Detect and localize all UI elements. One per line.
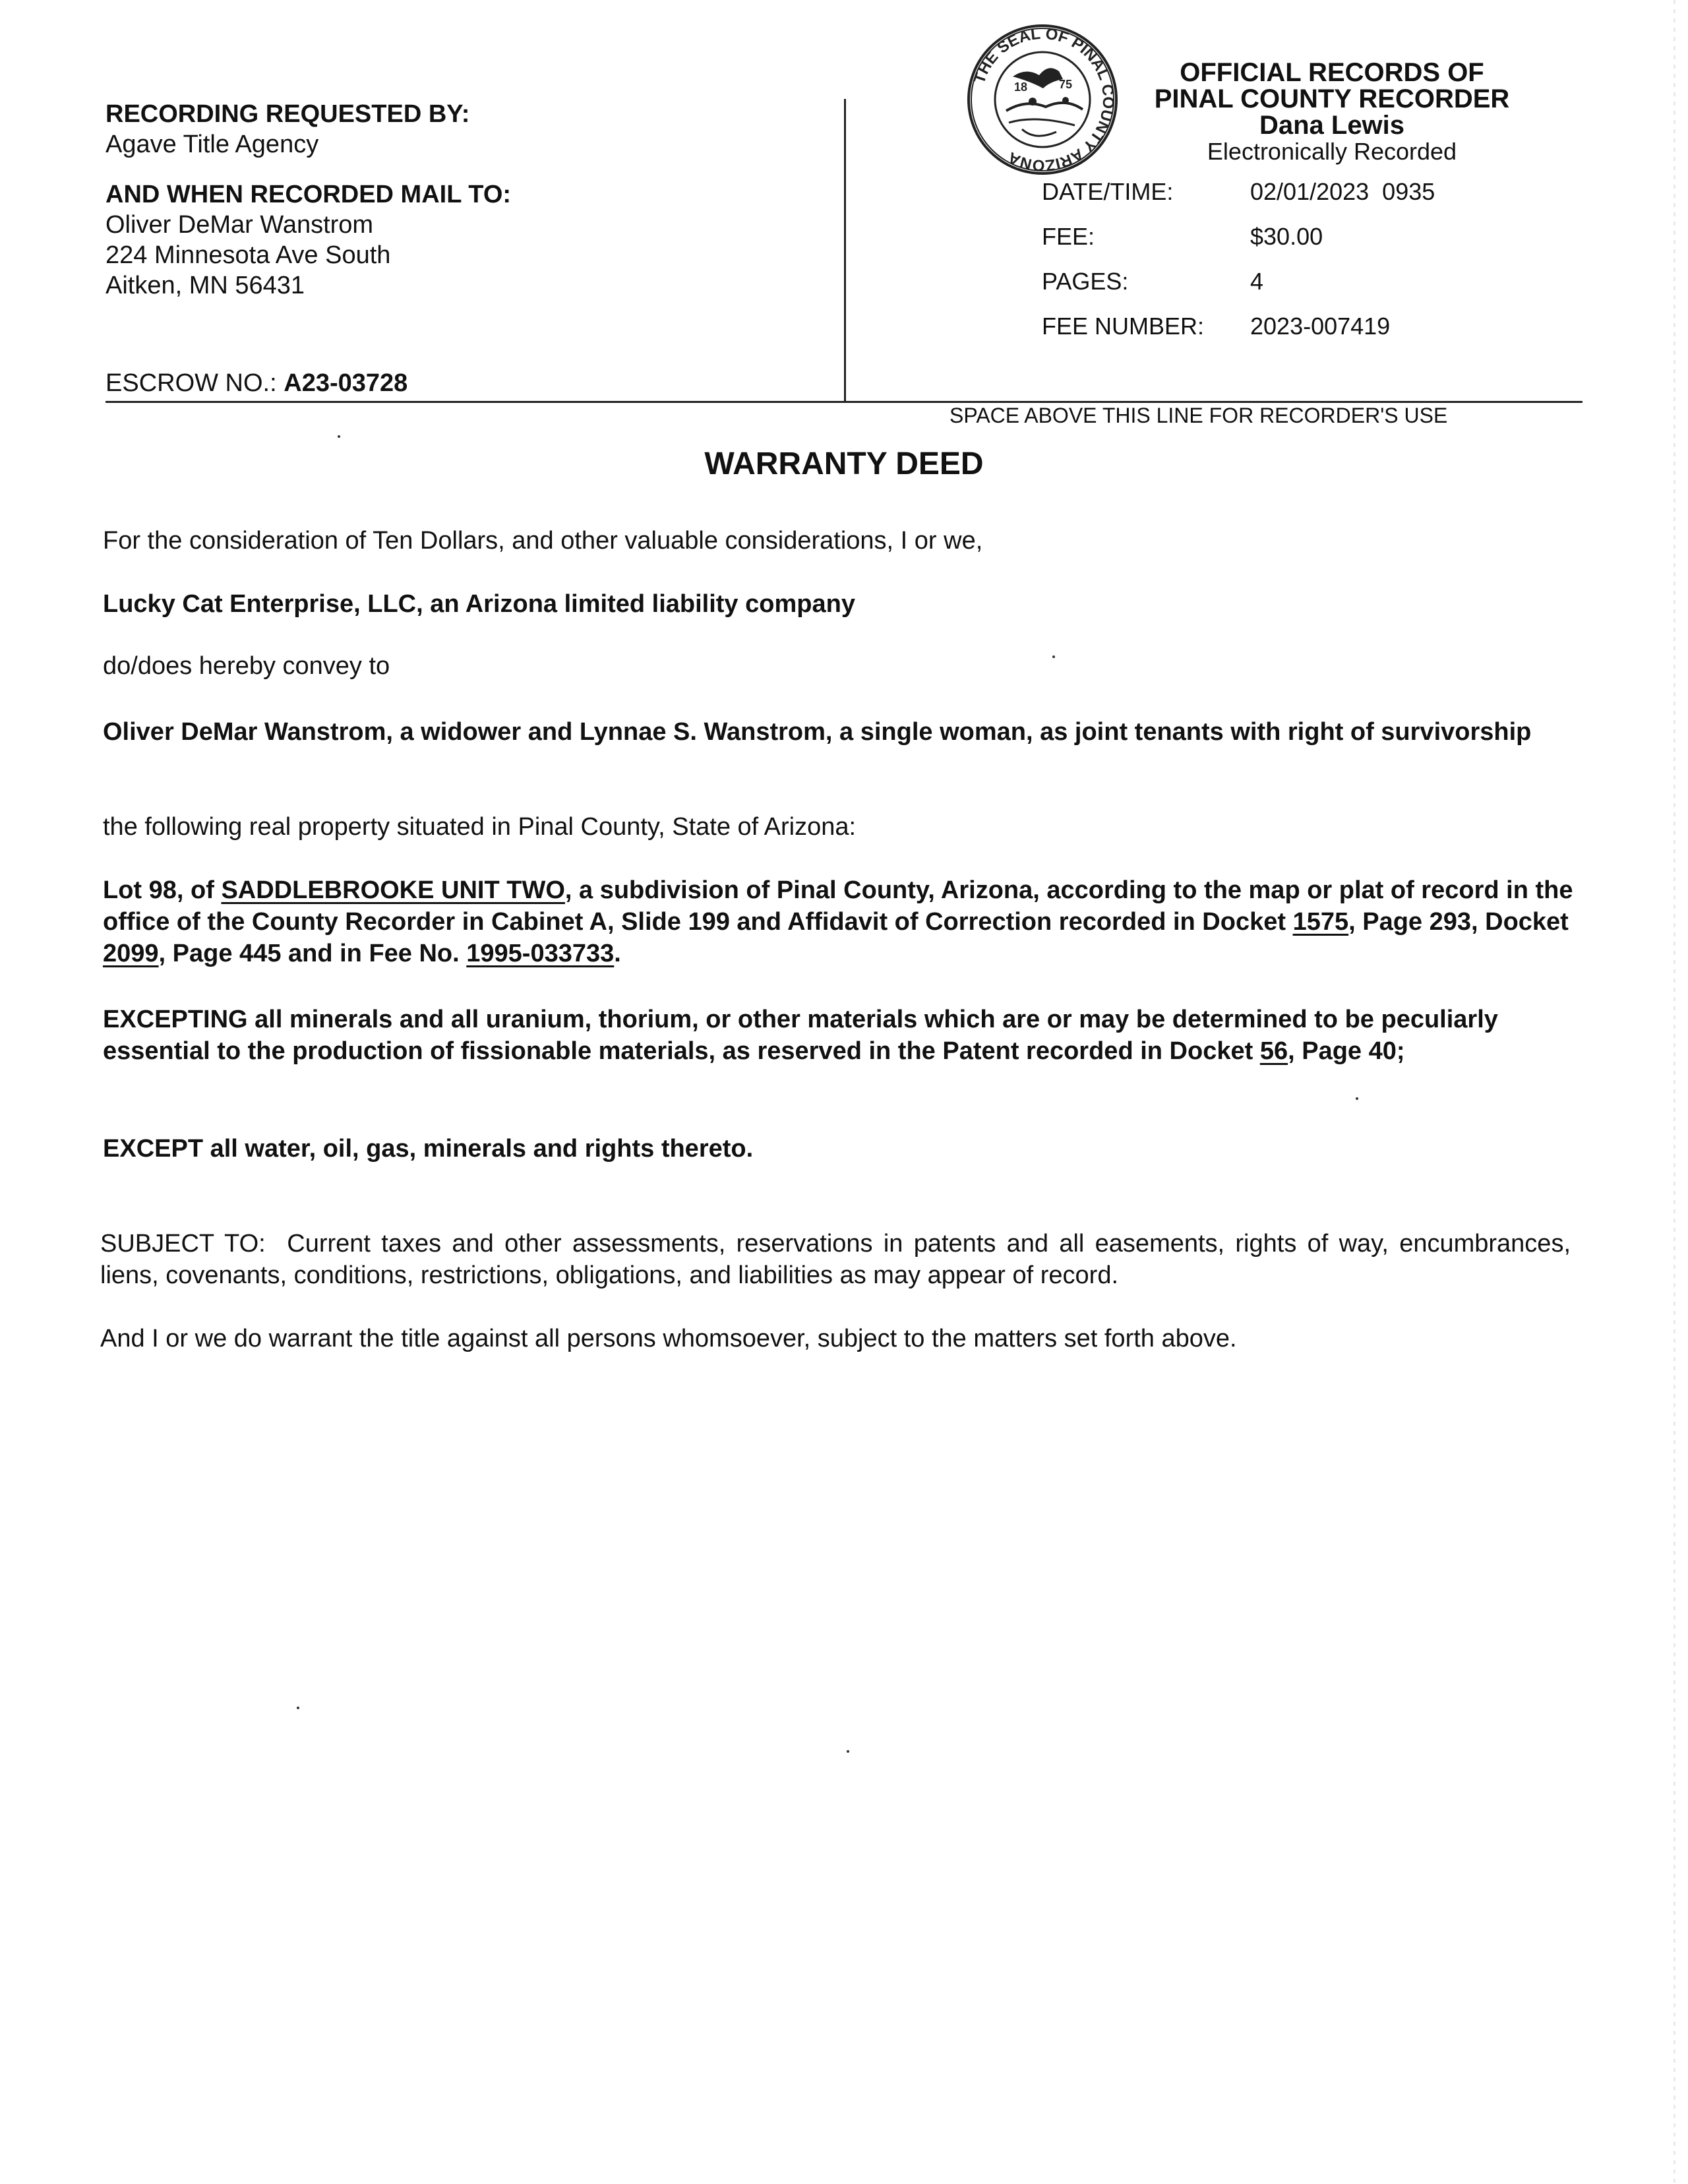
docket-1575: 1575 bbox=[1292, 908, 1349, 936]
property-intro: the following real property situated in Pinal County, State of Arizona: bbox=[103, 813, 857, 841]
fee-no-reference: 1995-033733 bbox=[466, 940, 615, 967]
escrow-label: ESCROW NO.: bbox=[106, 369, 277, 397]
legal-description bbox=[103, 874, 1573, 969]
fee-label: FEE: bbox=[1042, 223, 1095, 250]
docket-56: 56 bbox=[1259, 1037, 1288, 1065]
mail-to-label: AND WHEN RECORDED MAIL TO: bbox=[106, 181, 512, 208]
pages-label: PAGES: bbox=[1042, 268, 1129, 295]
recorder-status: Electronically Recorded bbox=[1207, 138, 1457, 165]
recorder-space-line bbox=[106, 401, 1582, 403]
recorder-header bbox=[1121, 59, 1543, 165]
county-seal-icon bbox=[967, 24, 1118, 175]
mail-to-name: Oliver DeMar Wanstrom bbox=[106, 211, 374, 239]
recorder-use-note: SPACE ABOVE THIS LINE FOR RECORDER'S USE bbox=[950, 404, 1448, 427]
subject-to-clause: SUBJECT TO: Current taxes and other assessments, reservations in patents and all easements, rights of way, encumbrances, liens, covenants, conditions, restrictions, obligations, and liabilities as may appear of record. bbox=[100, 1230, 1578, 1289]
grantee-names: Oliver DeMar Wanstrom, a widower and Lynnae S. Wanstrom, a single woman, as joint tenants with right of survivorship bbox=[103, 718, 1532, 746]
excepting-text-1: EXCEPTING all minerals and all uranium, thorium, or other materials which are or may be determined to be peculiarly essential to the production of fissionable materials, as reserved in the Patent recorded in Docket bbox=[103, 1006, 1498, 1065]
warrant-clause: And I or we do warrant the title against all persons whomsoever, subject to the matters set forth above. bbox=[100, 1325, 1237, 1352]
excepting-text-2: , Page 40; bbox=[1288, 1037, 1405, 1065]
seal-text: THE SEAL OF PINAL COUNTY ARIZONA bbox=[970, 24, 1118, 175]
legal-text-4: , Page 445 and in Fee No. bbox=[158, 940, 467, 967]
document-title: WARRANTY DEED bbox=[704, 446, 984, 481]
legal-text-3: , Page 293, Docket bbox=[1348, 908, 1569, 936]
datetime-label: DATE/TIME: bbox=[1042, 178, 1174, 205]
pages-value: 4 bbox=[1250, 268, 1264, 295]
datetime-value: 02/01/2023 0935 bbox=[1250, 178, 1435, 205]
seal-year-right: 75 bbox=[1059, 78, 1073, 91]
consideration-text: For the consideration of Ten Dollars, and other valuable considerations, I or we, bbox=[103, 527, 983, 555]
scan-speck bbox=[1356, 1097, 1358, 1100]
fee-number-value: 2023-007419 bbox=[1250, 313, 1391, 340]
recording-requested-label: RECORDING REQUESTED BY: bbox=[106, 100, 470, 128]
grantor-name: Lucky Cat Enterprise, LLC, an Arizona limited liability company bbox=[103, 590, 855, 618]
legal-text-2: , a subdivision of Pinal County, Arizona, according to the map or plat of record in the office of the County Recorder in Cabinet A, Slide 199 and Affidavit of Correction recorded in Docket bbox=[103, 876, 1573, 936]
mail-to-street: 224 Minnesota Ave South bbox=[106, 241, 391, 269]
scan-speck bbox=[297, 1707, 299, 1709]
scan-speck bbox=[847, 1750, 849, 1753]
mail-to-city: Aitken, MN 56431 bbox=[106, 272, 305, 299]
escrow-number: A23-03728 bbox=[284, 369, 408, 397]
recorder-name: Dana Lewis bbox=[1259, 111, 1405, 140]
subdivision-name: SADDLEBROOKE UNIT TWO bbox=[221, 876, 565, 904]
scan-speck bbox=[1052, 655, 1055, 658]
docket-2099: 2099 bbox=[103, 940, 159, 967]
scan-speck bbox=[338, 435, 340, 438]
escrow-number-line bbox=[106, 368, 407, 398]
legal-text-5: . bbox=[614, 940, 621, 967]
except-clause: EXCEPT all water, oil, gas, minerals and rights thereto. bbox=[103, 1135, 754, 1163]
recorder-line-1: OFFICIAL RECORDS OF bbox=[1180, 58, 1484, 87]
convey-text: do/does hereby convey to bbox=[103, 652, 390, 680]
recording-requested-by: Agave Title Agency bbox=[106, 131, 319, 158]
fee-number-label: FEE NUMBER: bbox=[1042, 313, 1205, 340]
legal-text-1: Lot 98, of bbox=[103, 876, 222, 904]
fee-value: $30.00 bbox=[1250, 223, 1323, 250]
header-divider-vertical bbox=[844, 99, 846, 401]
excepting-clause bbox=[103, 1004, 1573, 1067]
recording-info bbox=[106, 99, 511, 301]
seal-year-left: 18 bbox=[1014, 80, 1028, 94]
svg-text:THE SEAL OF PINAL COUNTY ARIZO bbox=[971, 25, 1118, 175]
recorder-line-2: PINAL COUNTY RECORDER bbox=[1154, 84, 1510, 113]
scan-edge bbox=[1673, 0, 1675, 2184]
